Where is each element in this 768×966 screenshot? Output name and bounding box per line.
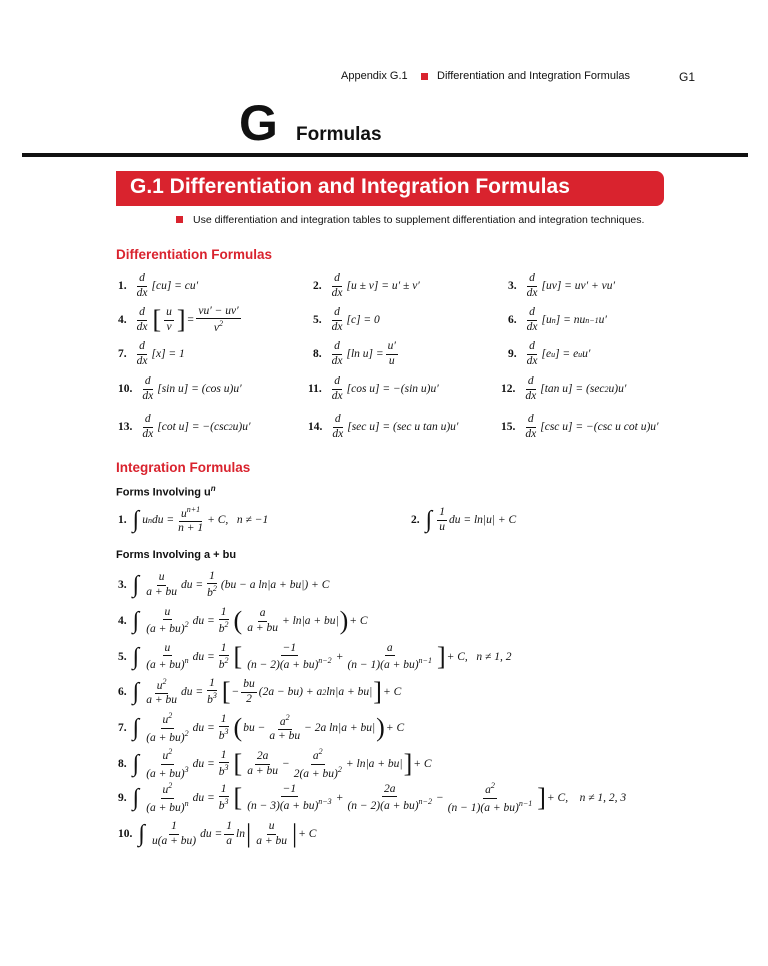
- int-formula: 3. ∫ $\frac{u}{a + bu}$ du = $\frac{1}{b^2}$ (bu − a ln|a + bu|) + C: [118, 569, 330, 599]
- diff-formula: 15. $\frac{d}{dx}$ [csc u] = −(csc u cot u)u′: [501, 413, 659, 440]
- int-formula: 5. ∫ $\frac{u}{(a + bu)^n}$ du = $\frac{1}{b^2}$ [ $\frac{-1}{(n - 2)(a + bu)^{n-2}}$ + $\frac{a}{(n - 1)(a + bu)^{n-1}}$ ] + C, n ≠ 1, 2: [118, 641, 512, 671]
- diff-formula: 9. $\frac{d}{dx}$ [e u ] = e u u′: [508, 340, 591, 367]
- int-formula: 6. ∫ $\frac{u^2}{a + bu}$ du = $\frac{1}{b^3}$ [ − $\frac{bu}{2}$ (2a − bu) + a 2 ln|a + bu| ] + C: [118, 676, 402, 706]
- int-formula: 7. ∫ $\frac{u^2}{(a + bu)^2}$ du = $\frac{1}{b^3}$ ( bu − $\frac{a^2}{a + bu}$ − 2a ln|a + bu| ) + C: [118, 711, 405, 744]
- page-number: G1: [679, 70, 696, 84]
- diff-formula: 6. $\frac{d}{dx}$ [u n ] = nu n−1 u′: [508, 306, 607, 333]
- square-bullet-icon: [176, 216, 183, 223]
- diff-formula: 1. $\frac{d}{dx}$ [cu] = cu′: [118, 272, 199, 299]
- appendix-label: Appendix G.1: [341, 70, 408, 82]
- diff-formula: 7. $\frac{d}{dx}$ [x] = 1: [118, 340, 185, 367]
- int-formula: 2. ∫ $\frac{1}{u}$ du = ln|u| + C: [411, 506, 517, 533]
- int-formula: 10. ∫ $\frac{1}{u(a + bu)}$ du = $\frac{1}{a}$ ln | $\frac{u}{a + bu}$ | + C: [118, 819, 317, 848]
- int-formula: 1. ∫ u n du = $\frac{u^{n+1}}{n + 1}$ + C, n ≠ −1: [118, 504, 269, 534]
- objective-text: Use differentiation and integration tables to supplement differentiation and integration techniques.: [193, 214, 645, 226]
- chapter-letter: G: [239, 95, 278, 151]
- square-bullet-icon: [421, 73, 428, 80]
- diff-formula: 8. $\frac{d}{dx}$ [ln u] = $\frac{u'}{u}$: [313, 340, 396, 367]
- int-formula: 4. ∫ $\frac{u}{(a + bu)^2}$ du = $\frac{1}{b^2}$ ( $\frac{a}{a + bu}$ + ln|a + bu| ) + C: [118, 605, 368, 635]
- running-title: Differentiation and Integration Formulas: [437, 70, 631, 82]
- diff-formula: 11. $\frac{d}{dx}$ [cos u] = −(sin u)u′: [308, 375, 439, 402]
- diff-formula: 4. $\frac{d}{dx}$ [ $\frac{u}{v}$ ] = $\frac{vu' - uv'}{v^2}$: [118, 304, 239, 334]
- diff-formula: 12. $\frac{d}{dx}$ [tan u] = (sec 2 u)u′: [501, 375, 627, 402]
- diff-formula: 13. $\frac{d}{dx}$ [cot u] = −(csc 2 u)u′: [118, 413, 251, 440]
- diff-formula: 2. $\frac{d}{dx}$ [u ± v] = u′ ± v′: [313, 272, 420, 299]
- diff-formula: 3. $\frac{d}{dx}$ [uv] = uv′ + vu′: [508, 272, 616, 299]
- integration-subheading: Forms Involving a + bu: [116, 549, 237, 561]
- diff-formula: 10. $\frac{d}{dx}$ [sin u] = (cos u)u′: [118, 375, 242, 402]
- section-banner: [116, 171, 664, 206]
- chapter-title: Formulas: [296, 124, 382, 145]
- int-formula: 9. ∫ $\frac{u^2}{(a + bu)^n}$ du = $\frac{1}{b^3}$ [ $\frac{-1}{(n - 3)(a + bu)^{n-3}}$ + $\frac{2a}{(n - 2)(a + bu)^{n-2}}$ − $\frac{a^2}{(n - 1)(a + bu)^{n-1}}$ ] + C, n ≠ 1, 2, 3: [118, 781, 627, 814]
- diff-formula: 5. $\frac{d}{dx}$ [c] = 0: [313, 306, 380, 333]
- diff-formula: 14. $\frac{d}{dx}$ [sec u] = (sec u tan u)u′: [308, 413, 459, 440]
- objective: [176, 214, 644, 226]
- integration-heading: Integration Formulas: [116, 460, 251, 475]
- section-title: G.1 Differentiation and Integration Formulas: [130, 175, 570, 198]
- integration-subheading: Forms Involving $u^n$: [116, 484, 216, 499]
- int-formula: 8. ∫ $\frac{u^2}{(a + bu)^3}$ du = $\frac{1}{b^3}$ [ $\frac{2a}{a + bu}$ − $\frac{a^2}{2(a + bu)^2}$ + ln|a + bu| ] + C: [118, 747, 432, 780]
- chapter-rule: [22, 153, 748, 157]
- differentiation-heading: Differentiation Formulas: [116, 247, 273, 262]
